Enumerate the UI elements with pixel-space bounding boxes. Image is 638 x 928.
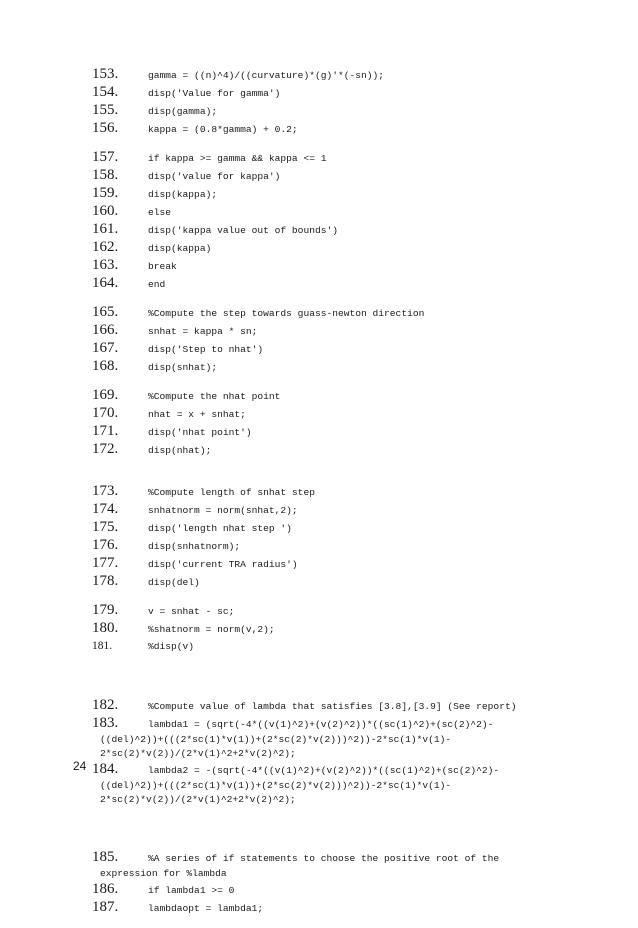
page-number: 24 [73,759,87,773]
code-text: disp(snhatnorm); [148,541,241,552]
line-number: 163. [92,257,119,273]
code-text: disp(nhat); [148,445,212,456]
code-text: %Compute length of snhat step [148,487,315,498]
code-text: disp('length nhat step ') [148,523,292,534]
line-number: 179. [92,602,119,618]
code-line [92,881,562,899]
line-number: 187. [92,899,119,915]
line-number: 182. [92,697,119,713]
code-line [92,185,562,203]
code-line [92,149,562,167]
code-text: disp('Value for gamma') [148,88,281,99]
line-number: 161. [92,221,119,237]
code-line [92,120,562,138]
code-text: %Compute value of lambda that satisfies [3.8],[3.9] (See report) [148,701,517,712]
code-line [92,715,562,733]
code-text: break [148,261,177,272]
code-listing [92,66,562,928]
code-line [92,697,562,715]
line-number: 160. [92,203,119,219]
code-line [92,519,562,537]
code-line [92,322,562,340]
code-text: %shatnorm = norm(v,2); [148,624,275,635]
code-line [92,340,562,358]
code-continuation: 2*sc(2)*v(2))/(2*v(1)^2+2*v(2)^2); [100,794,296,805]
code-line [92,387,562,405]
line-number: 167. [92,340,119,356]
line-number: 170. [92,405,119,421]
code-text: snhatnorm = norm(snhat,2); [148,505,298,516]
code-line [92,441,562,459]
code-text: disp('current TRA radius') [148,559,298,570]
line-number: 156. [92,120,119,136]
line-number: 169. [92,387,119,403]
code-text: %disp(v) [148,641,195,652]
code-block [92,697,562,807]
line-number: 174. [92,501,119,517]
code-line [92,304,562,322]
code-continuation: ((del)^2))+(((2*sc(1)*v(1))+(2*sc(2)*v(2)))^2))-2*sc(1)*v(1)- [100,734,452,745]
code-text: v = snhat - sc; [148,606,235,617]
code-line [92,602,562,620]
line-number: 166. [92,322,119,338]
code-line [92,405,562,423]
code-text: if lambda1 >= 0 [148,885,235,896]
code-line [92,423,562,441]
line-number: 164. [92,275,119,291]
line-number: 186. [92,881,119,897]
line-number: 178. [92,573,119,589]
code-text: %Compute the nhat point [148,391,281,402]
code-line [92,537,562,555]
line-number: 184. [92,761,119,777]
code-block [92,849,562,917]
line-number: 171. [92,423,119,439]
code-text: disp(kappa); [148,189,218,200]
line-number: 181. [92,640,113,652]
code-line [92,275,562,293]
code-line [92,849,562,867]
line-number: 165. [92,304,119,320]
code-text: lambda1 = (sqrt(-4*((v(1)^2)+(v(2)^2))*((sc(1)^2)+(sc(2)^2)- [148,719,494,730]
code-block [92,66,562,138]
code-text: if kappa >= gamma && kappa <= 1 [148,153,327,164]
code-text: disp('value for kappa') [148,171,281,182]
code-text: disp(del) [148,577,200,588]
line-number: 157. [92,149,119,165]
code-line [92,555,562,573]
code-line [92,638,562,655]
code-continuation: ((del)^2))+(((2*sc(1)*v(1))+(2*sc(2)*v(2)))^2))-2*sc(1)*v(1)- [100,780,452,791]
code-text: snhat = kappa * sn; [148,326,258,337]
code-line [92,761,562,779]
line-number: 185. [92,849,119,865]
code-line [92,483,562,501]
code-text: disp(gamma); [148,106,218,117]
code-text: disp('Step to nhat') [148,344,264,355]
code-line [92,66,562,84]
code-line [92,620,562,638]
line-number: 177. [92,555,119,571]
code-continuation: 2*sc(2)*v(2))/(2*v(1)^2+2*v(2)^2); [100,748,296,759]
line-number: 175. [92,519,119,535]
line-number: 180. [92,620,119,636]
code-line [92,239,562,257]
code-line [92,203,562,221]
code-text: else [148,207,172,218]
code-line [92,84,562,102]
line-number: 172. [92,441,119,457]
code-text: kappa = (0.8*gamma) + 0.2; [148,124,298,135]
line-number: 183. [92,715,119,731]
line-number: 168. [92,358,119,374]
code-line [92,358,562,376]
code-line [92,257,562,275]
code-text: %Compute the step towards guass-newton direction [148,308,425,319]
code-line [92,899,562,917]
code-line [92,573,562,591]
code-text: lambda2 = -(sqrt(-4*((v(1)^2)+(v(2)^2))*((sc(1)^2)+(sc(2)^2)- [148,765,500,776]
line-number: 173. [92,483,119,499]
code-block [92,387,562,459]
line-number: 154. [92,84,119,100]
code-block [92,602,562,655]
code-text: end [148,279,166,290]
code-text: lambdaopt = lambda1; [148,903,264,914]
code-line [92,167,562,185]
code-block [92,304,562,376]
line-number: 153. [92,66,119,82]
code-line [92,501,562,519]
line-number: 176. [92,537,119,553]
code-text: disp('kappa value out of bounds') [148,225,338,236]
code-block [92,149,562,293]
line-number: 155. [92,102,119,118]
code-block [92,483,562,591]
code-text: gamma = ((n)^4)/((curvature)*(g)'*(-sn)); [148,70,385,81]
code-text: %A series of if statements to choose the positive root of the [148,853,500,864]
code-text: nhat = x + snhat; [148,409,246,420]
line-number: 162. [92,239,119,255]
line-number: 158. [92,167,119,183]
line-number: 159. [92,185,119,201]
code-line [92,221,562,239]
code-line [92,102,562,120]
code-text: disp('nhat point') [148,427,252,438]
code-text: disp(snhat); [148,362,218,373]
code-continuation: expression for %lambda [100,868,227,879]
code-text: disp(kappa) [148,243,212,254]
